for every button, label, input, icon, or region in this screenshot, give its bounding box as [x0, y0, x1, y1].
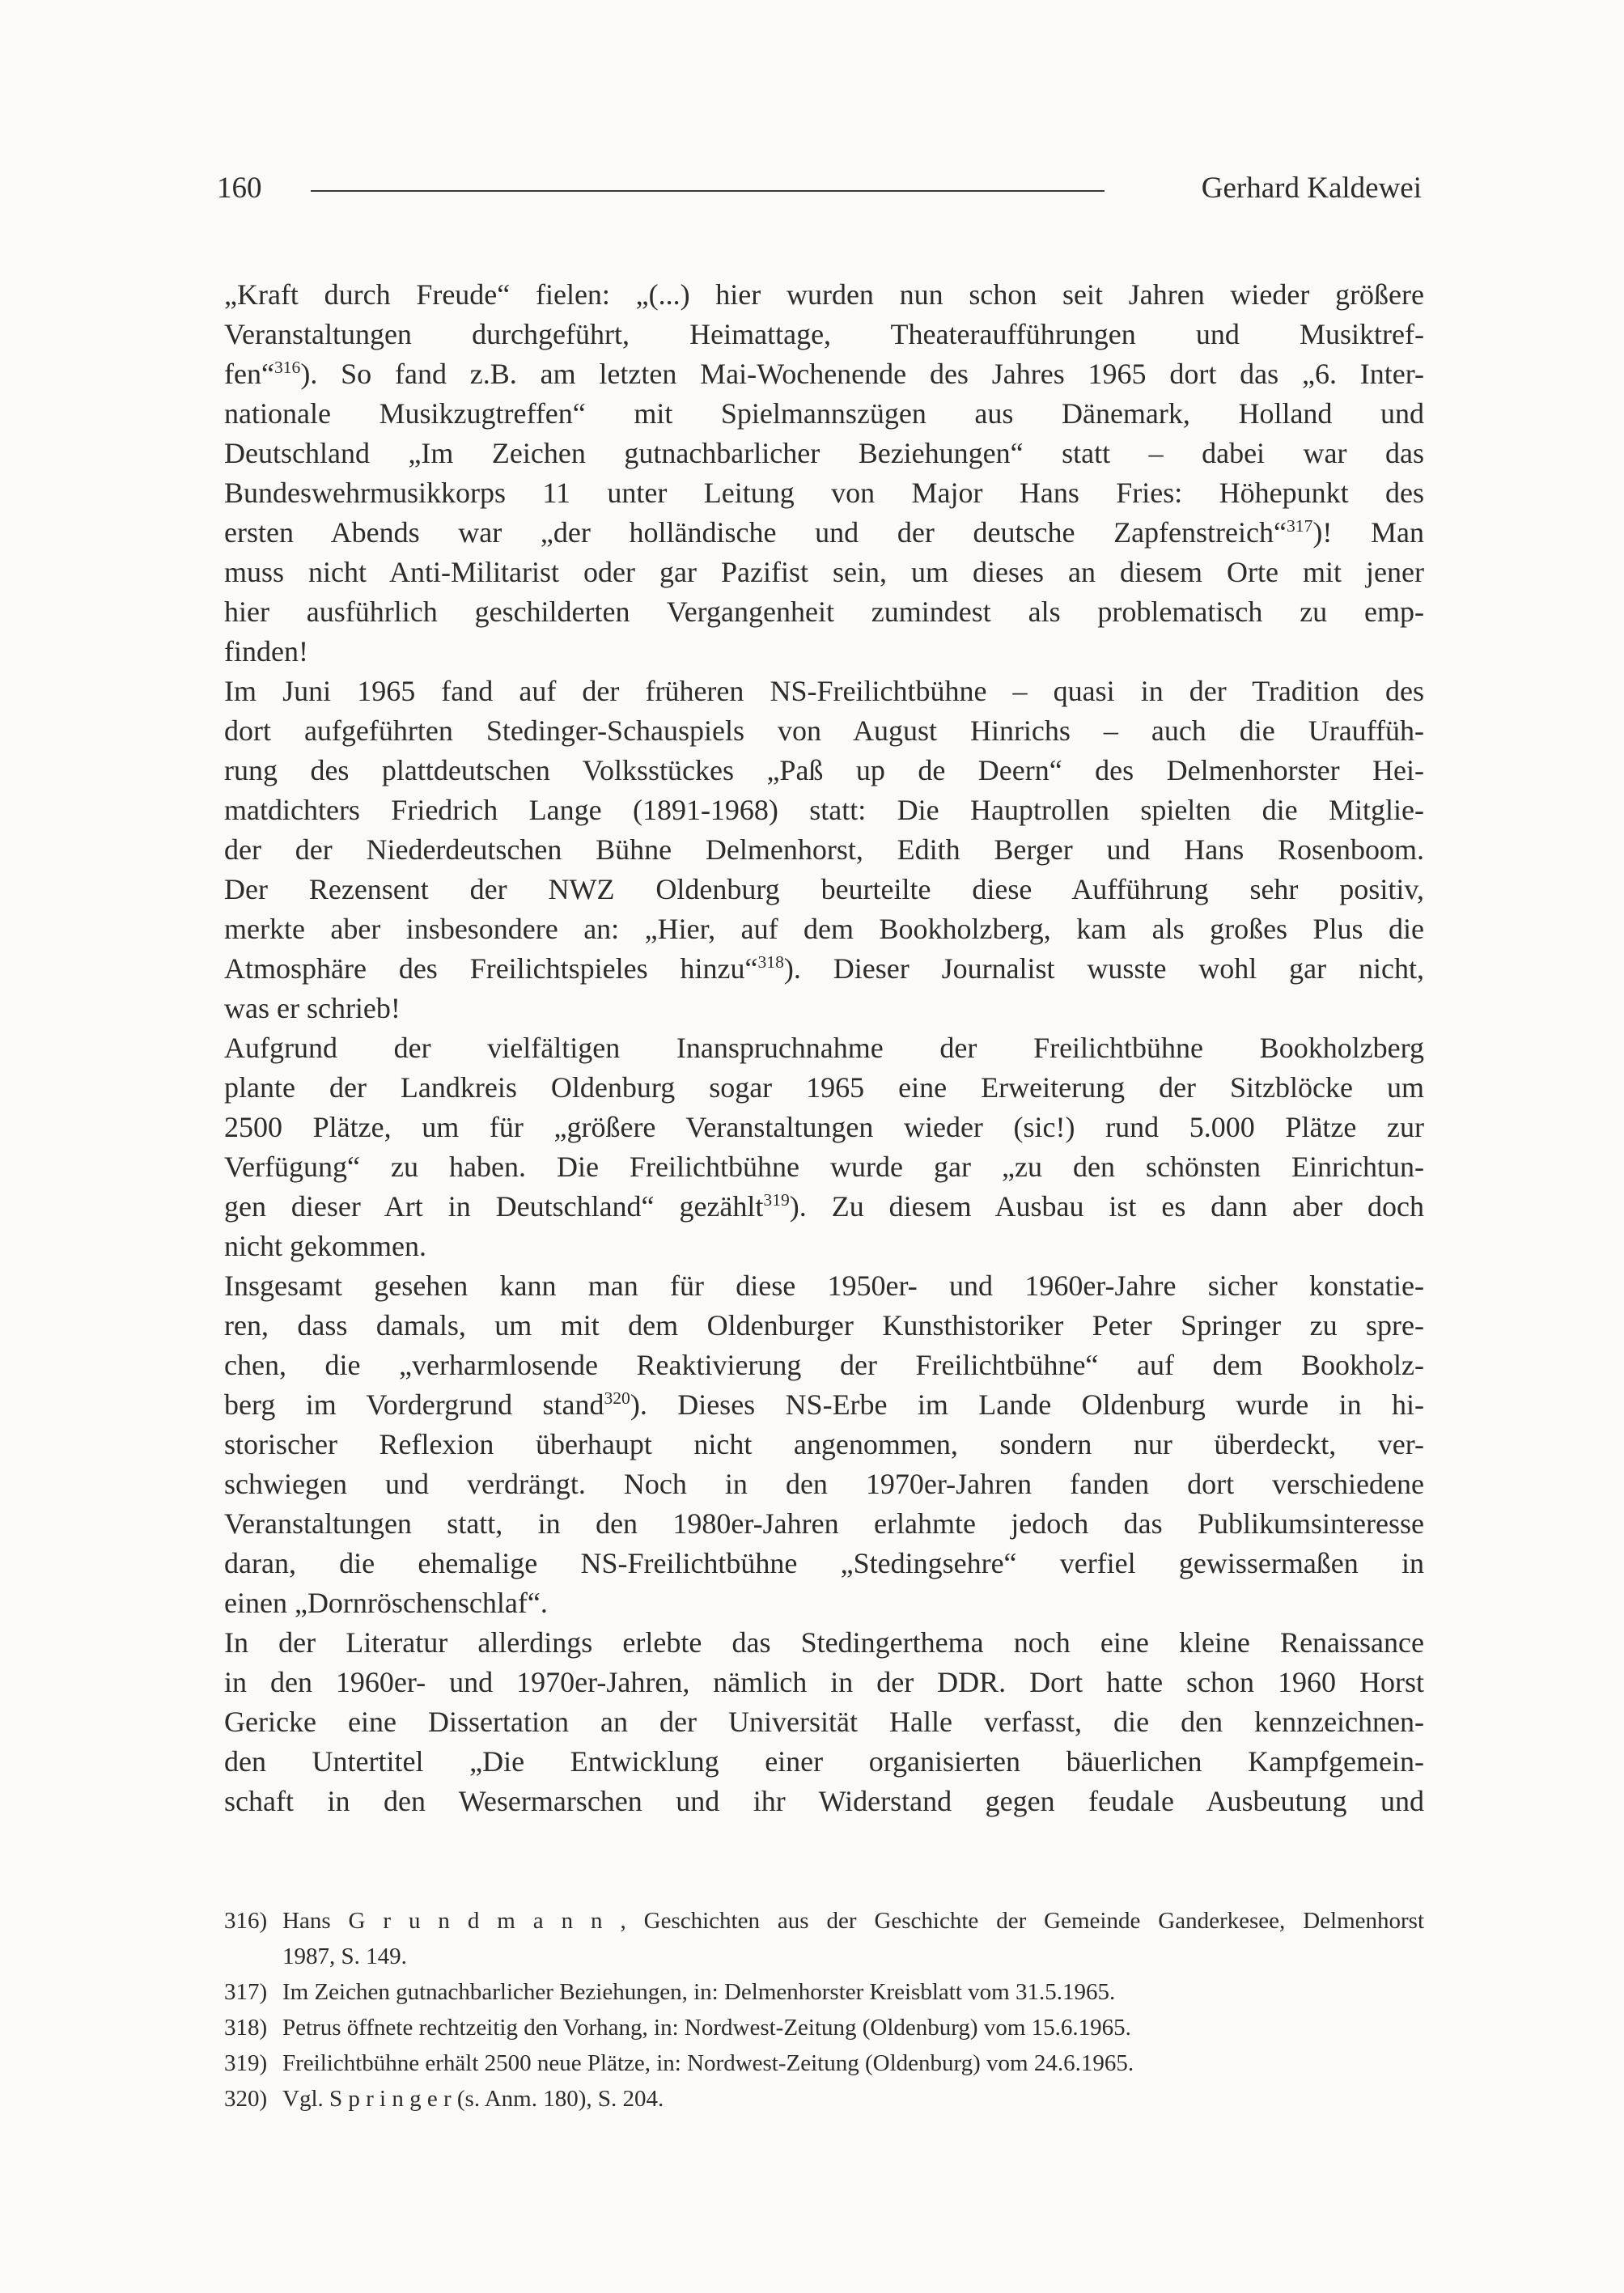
- text-line: muss nicht Anti-Militarist oder gar Pazifist sein, um dieses an diesem Orte mit jener: [224, 556, 1424, 588]
- footnote-line: Hans G r u n d m a n n , Geschichten aus der Geschichte der Gemeinde Ganderkesee, Delmenhorst: [282, 1908, 1424, 1934]
- footnote-text: [282, 1903, 1424, 1974]
- text-line: den Untertitel „Die Entwicklung einer organisierten bäuerlichen Kampfgemein-: [224, 1745, 1424, 1778]
- paragraph: [224, 1028, 1424, 1266]
- text-line: dort aufgeführten Stedinger-Schauspiels von August Hinrichs – auch die Urauffüh-: [224, 714, 1424, 747]
- text-line: Veranstaltungen durchgeführt, Heimattage, Theateraufführungen und Musiktref-: [224, 318, 1424, 350]
- paragraph: [224, 1266, 1424, 1623]
- footnote-marker: 316: [273, 358, 301, 377]
- text-line: merkte aber insbesondere an: „Hier, auf dem Bookholzberg, kam als großes Plus die: [224, 913, 1424, 945]
- text-line: schwiegen und verdrängt. Noch in den 1970er-Jahren fanden dort verschiedene: [224, 1468, 1424, 1500]
- footnote-line: Vgl. S p r i n g e r (s. Anm. 180), S. 204.: [282, 2086, 664, 2112]
- footnote-marker: 320: [604, 1388, 630, 1408]
- footnote-number: 320): [224, 2086, 268, 2112]
- text-line: chen, die „verharmlosende Reaktivierung der Freilichtbühne“ auf dem Bookholz-: [224, 1349, 1424, 1381]
- footnote: [224, 1903, 1424, 1974]
- text-line: schaft in den Wesermarschen und ihr Widerstand gegen feudale Ausbeutung und: [224, 1785, 1424, 1817]
- text-line: Atmosphäre des Freilichtspieles hinzu“$^{318}$). Dieser Journalist wusste wohl gar nicht,: [224, 952, 1424, 985]
- text-line: gen dieser Art in Deutschland“ gezählt$^{319}$). Zu diesem Ausbau ist es dann aber doch: [224, 1190, 1424, 1223]
- footnote-line: Im Zeichen gutnachbarlicher Beziehungen, in: Delmenhorster Kreisblatt vom 31.5.1965.: [282, 1979, 1116, 2005]
- text-line: was er schrieb!: [224, 992, 401, 1024]
- footnote-marker: 319: [763, 1190, 790, 1210]
- footnote-number: 318): [224, 2015, 268, 2041]
- text-line: Aufgrund der vielfältigen Inanspruchnahme der Freilichtbühne Bookholzberg: [224, 1032, 1424, 1064]
- text-line: Veranstaltungen statt, in den 1980er-Jahren erlahmte jedoch das Publikumsinteresse: [224, 1507, 1424, 1540]
- footnote-number: 319): [224, 2050, 268, 2076]
- text-line: einen „Dornröschenschlaf“.: [224, 1587, 548, 1619]
- page-header: [217, 170, 1422, 207]
- footnote-number: 316): [224, 1908, 268, 1934]
- footnote: [224, 1974, 1424, 2010]
- text-line: fen“$^{316}$). So fand z.B. am letzten Mai-Wochenende des Jahres 1965 dort das „6. Inter-: [224, 358, 1424, 390]
- text-line: in den 1960er- und 1970er-Jahren, nämlich in der DDR. Dort hatte schon 1960 Horst: [224, 1666, 1424, 1698]
- text-line: hier ausführlich geschilderten Vergangenheit zumindest als problematisch zu emp-: [224, 596, 1424, 628]
- author-name: Gerhard Kaldewei: [1201, 172, 1422, 205]
- footnote-line: Petrus öffnete rechtzeitig den Vorhang, in: Nordwest-Zeitung (Oldenburg) vom 15.6.1965.: [282, 2015, 1131, 2041]
- text-line: 2500 Plätze, um für „größere Veranstaltungen wieder (sic!) rund 5.000 Plätze zur: [224, 1111, 1424, 1143]
- footnote-marker: 318: [757, 952, 784, 972]
- text-line: matdichters Friedrich Lange (1891-1968) statt: Die Hauptrollen spielten die Mitglie-: [224, 794, 1424, 826]
- text-line: Insgesamt gesehen kann man für diese 1950er- und 1960er-Jahre sicher konstatie-: [224, 1269, 1424, 1302]
- body-text: [224, 275, 1424, 1821]
- footnote-marker: 317: [1286, 516, 1313, 536]
- footnote-number: 317): [224, 1979, 268, 2005]
- text-line: nicht gekommen.: [224, 1230, 426, 1262]
- text-line: Deutschland „Im Zeichen gutnachbarlicher Beziehungen“ statt – dabei war das: [224, 437, 1424, 469]
- text-line: berg im Vordergrund stand$^{320}$). Dieses NS-Erbe im Lande Oldenburg wurde in hi-: [224, 1388, 1425, 1421]
- text-line: der der Niederdeutschen Bühne Delmenhorst, Edith Berger und Hans Rosenboom.: [224, 833, 1424, 866]
- text-line: Gericke eine Dissertation an der Universität Halle verfasst, die den kennzeichnen-: [224, 1706, 1424, 1738]
- footnote-line: Freilichtbühne erhält 2500 neue Plätze, in: Nordwest-Zeitung (Oldenburg) vom 24.6.1965.: [282, 2050, 1134, 2076]
- text-line: storischer Reflexion überhaupt nicht angenommen, sondern nur überdeckt, ver-: [224, 1428, 1424, 1460]
- text-line: finden!: [224, 635, 308, 668]
- footnote: [224, 2045, 1424, 2081]
- paragraph: [224, 275, 1424, 672]
- footnote: [224, 2081, 1424, 2117]
- footnote-line: 1987, S. 149.: [282, 1943, 407, 1969]
- text-line: Verfügung“ zu haben. Die Freilichtbühne wurde gar „zu den schönsten Einrichtun-: [224, 1151, 1424, 1183]
- text-line: nationale Musikzugtreffen“ mit Spielmannszügen aus Dänemark, Holland und: [224, 397, 1424, 430]
- footnote: [224, 2010, 1424, 2045]
- page-number: 160: [217, 172, 262, 205]
- text-line: ersten Abends war „der holländische und der deutsche Zapfenstreich“$^{317}$)! Man: [224, 516, 1424, 549]
- text-line: plante der Landkreis Oldenburg sogar 1965 eine Erweiterung der Sitzblöcke um: [224, 1071, 1424, 1104]
- text-line: daran, die ehemalige NS-Freilichtbühne „Stedingsehre“ verfiel gewissermaßen in: [224, 1547, 1424, 1579]
- footnote-text: [282, 2045, 1424, 2081]
- footnote-text: [282, 2081, 1424, 2117]
- footnote-text: [282, 1974, 1424, 2010]
- paragraph: [224, 672, 1424, 1028]
- text-line: ren, dass damals, um mit dem Oldenburger Kunsthistoriker Peter Springer zu spre-: [224, 1309, 1424, 1341]
- header-rule: [311, 190, 1105, 192]
- footnotes-section: [224, 1903, 1424, 2117]
- text-line: In der Literatur allerdings erlebte das Stedingerthema noch eine kleine Renaissance: [224, 1626, 1424, 1659]
- text-line: rung des plattdeutschen Volksstückes „Paß up de Deern“ des Delmenhorster Hei-: [224, 754, 1424, 786]
- text-line: Der Rezensent der NWZ Oldenburg beurteilte diese Aufführung sehr positiv,: [224, 873, 1424, 905]
- paragraph: [224, 1623, 1424, 1821]
- text-line: Im Juni 1965 fand auf der früheren NS-Freilichtbühne – quasi in der Tradition des: [224, 675, 1424, 707]
- text-line: „Kraft durch Freude“ fielen: „(...) hier wurden nun schon seit Jahren wieder größere: [224, 278, 1424, 311]
- footnote-text: [282, 2010, 1424, 2045]
- text-line: Bundeswehrmusikkorps 11 unter Leitung von Major Hans Fries: Höhepunkt des: [224, 477, 1424, 509]
